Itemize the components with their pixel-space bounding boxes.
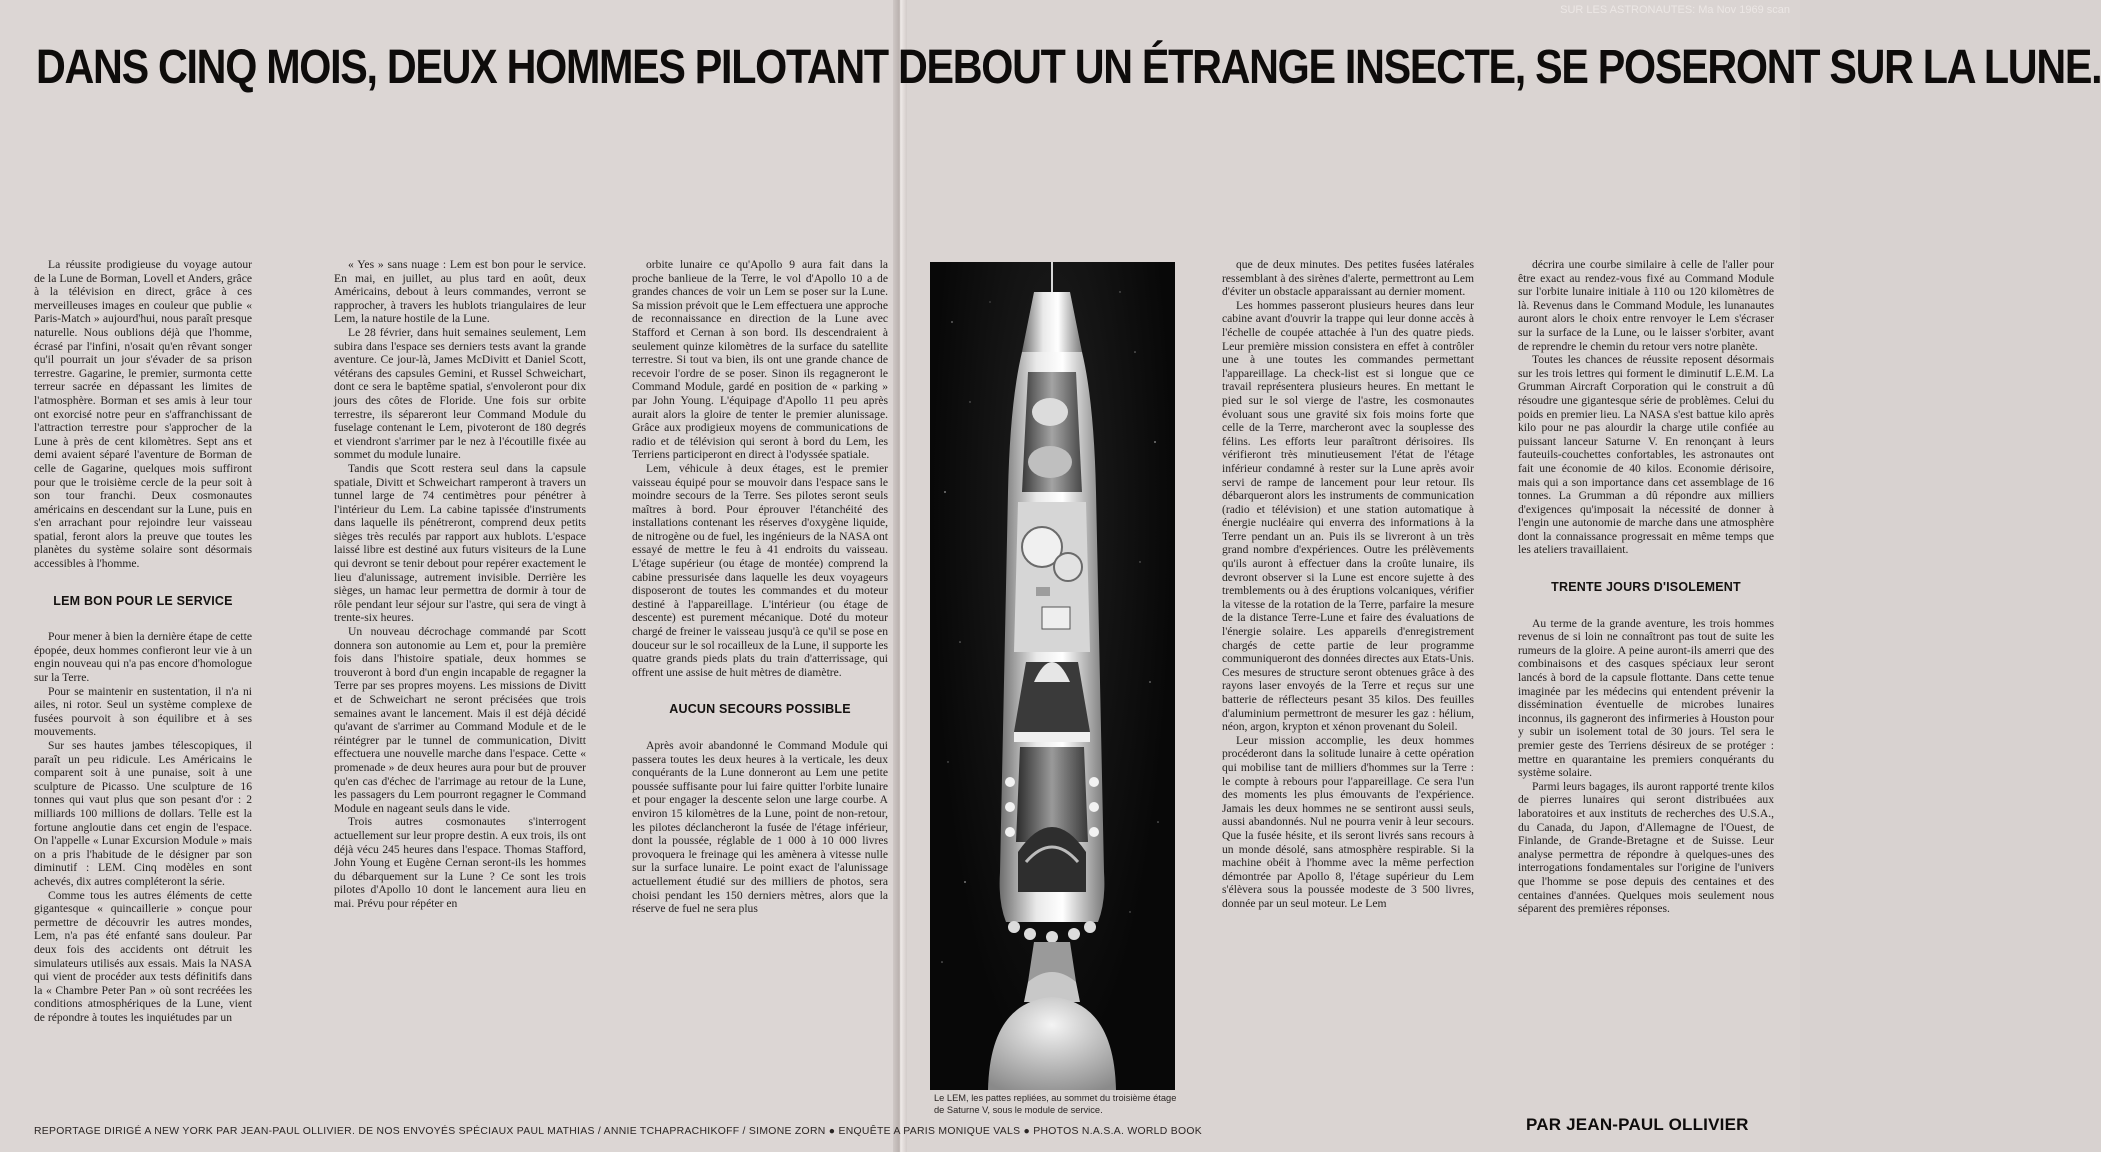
article-paragraph: Comme tous les autres éléments de cette gigantesque « quincaillerie » conçue pour permettre de découvrir les autres mondes, Lem, n'a pas été enfanté sans douleur. Par deux fois des accidents ont détruit les simulateurs utilisés aux essais. Mais la NASA qui vient de procéder aux tests définitifs dans la « Chambre Peter Pan » où sont recréées les conditions atmosphériques de la Lune, vient de répondre à toutes les inquiétudes par un bbox=[34, 888, 252, 1024]
lem-saturn-v-photo bbox=[930, 262, 1175, 1090]
article-column-1 bbox=[34, 258, 252, 1120]
scan-watermark: SUR LES ASTRONAUTES: Ma Nov 1969 scan bbox=[1560, 4, 1790, 16]
page-gutter bbox=[893, 0, 907, 1152]
photo-credits: REPORTAGE DIRIGÉ A NEW YORK PAR JEAN-PAUL OLLIVIER. DE NOS ENVOYÉS SPÉCIAUX PAUL MATHIAS / ANNIE TCHAPRACHIKOFF / SIMONE ZORN ● ENQUÊTE A PARIS MONIQUE VALS ● PHOTOS N.A.S.A. WORLD BOOK bbox=[34, 1126, 1202, 1137]
article-paragraph: que de deux minutes. Des petites fusées latérales ressemblant à des sirènes d'alerte, permettront au Lem d'éviter un obstacle apparaissant au dernier moment. bbox=[1222, 258, 1474, 299]
article-paragraph: Les hommes passeront plusieurs heures dans leur cabine avant d'ouvrir la trappe qui leur donne accès à l'échelle de coupée attachée à l'un des quatre pieds. Leur première mission consistera en effet à contrôler une à une toutes les commandes permettant l'appareillage. La check-list est si longue que ce travail représentera plusieurs heures. En mettant le pied sur le sol vierge de l'astre, les cosmonautes évoluant sous une gravité six fois moins forte que celle de la Terre, marcheront avec la souplesse des félins. Les efforts leur paraîtront dérisoires. Ils vérifieront très minutieusement l'état de l'étage inférieur condamné à rester sur la Lune après avoir servi de rampe de lancement pour leur retour. Ils débarqueront alors les instruments de communication (radio et télévision) et une station automatique à énergie nucléaire qui enverra des informations à la Terre pendant un an. Puis ils se livreront à un très grand nombre d'expériences. Outre les prélèvements qu'ils auront à effectuer dans la croûte lunaire, ils devront observer si la Lune est encore sujette à des tremblements ou à des éruptions volcaniques, vérifier la vitesse de la rotation de la Terre, parfaire la mesure de la distance Terre-Lune et faire des évaluations de l'énergie solaire. Les appareils d'enregistrement chargés de cette partie de leur programme communiqueront des données directes aux Etats-Unis. Ces mesures de structure seront obtenues grâce à des rayons laser envoyés de la Terre et reçus sur une batterie de réflecteurs pesant 35 kilos. Des feuilles d'aluminium permettront de mesurer les gaz : hélium, néon, argon, krypton et xénon provenant du Soleil. bbox=[1222, 298, 1474, 734]
article-paragraph: Au terme de la grande aventure, les trois hommes revenus de si loin ne connaîtront pas tout de suite les rumeurs de la gloire. A peine auront-ils amerri que des combinaisons et des casques spéciaux leur seront lancés à bord de la capsule flottante. Dans cette tenue imaginée par les médecins qui entendent prévenir la dissémination éventuelle de microbes lunaires inconnus, ils gagneront des infirmeries à Houston pour y subir un isolement total de 30 jours. Tel sera le premier geste des Terriens désireux de se protéger : mettre en quarantaine les premiers conquérants du système solaire. bbox=[1518, 616, 1774, 780]
article-column-4 bbox=[1222, 258, 1474, 1120]
article-headline: DANS CINQ MOIS, DEUX HOMMES PILOTANT DEBOUT UN ÉTRANGE INSECTE, SE POSERONT SUR LA LUNE. bbox=[36, 41, 2101, 94]
article-paragraph: Un nouveau décrochage commandé par Scott donnera son autonomie au Lem et, pour la première fois dans l'histoire spatiale, deux hommes se trouveront à bord d'un engin incapable de regagner la Terre par ses propres moyens. Les missions de Divitt et de Schweichart ne seront précisées que trois semaines avant le lancement. Mais il est déjà décidé qu'avant de s'arrimer au Command Module et de le réintégrer par le tunnel de communication, Divitt effectuera une nouvelle marche dans l'espace. Cette « promenade » de deux heures aura pour but de prouver qu'en cas d'échec de l'arrimage au retour de la Lune, les passagers du Lem pourront regagner le Command Module en nageant seuls dans le vide. bbox=[334, 625, 586, 815]
article-paragraph: Pour mener à bien la dernière étape de cette épopée, deux hommes confieront leur vie à un engin nouveau qui n'a pas encore d'homologue sur la Terre. bbox=[34, 630, 252, 685]
article-paragraph: « Yes » sans nuage : Lem est bon pour le service. En mai, en juillet, au plus tard en août, deux Américains, debout à leurs commandes, verront se rapprocher, à travers les hublots triangulaires de leur Lem, la nature hostile de la Lune. bbox=[334, 258, 586, 326]
author-byline: PAR JEAN-PAUL OLLIVIER bbox=[1526, 1115, 1749, 1134]
section-heading: TRENTE JOURS D'ISOLEMENT bbox=[1551, 580, 1741, 595]
article-column-3 bbox=[632, 258, 888, 1120]
section-heading: AUCUN SECOURS POSSIBLE bbox=[669, 702, 851, 717]
article-paragraph: Tandis que Scott restera seul dans la capsule spatiale, Divitt et Schweichart ramperont à travers un tunnel large de 74 centimètres pour pénétrer à l'intérieur du Lem. La cabine tapissée d'instruments dans laquelle ils pénétreront, comprend deux petits sièges très reculés par rapport aux hublots. L'espace laissé libre est destiné aux futurs visiteurs de la Lune qui devront se tenir debout pour repérer exactement le lieu d'alunissage, autrement invisible. Derrière les sièges, un hamac leur permettra de dormir à tour de rôle pendant leur séjour sur l'astre, qui sera de vingt à trente-six heures. bbox=[334, 461, 586, 625]
article-paragraph: Toutes les chances de réussite reposent désormais sur les trois lettres qui forment le diminutif L.E.M. La Grumman Aircraft Corporation qui le construit a dû résoudre une gigantesque série de problèmes. Celui du poids en premier lieu. La NASA s'est battue kilo après kilo pour ne pas alourdir la charge utile confiée au puissant lanceur Saturne V. En renonçant à leurs fauteuils-couchettes confortables, les astronautes ont fait une économie de 40 kilos. Economie dérisoire, mais qui a son importance dans cet assemblage de 16 tonnes. La Grumman a dû répondre aux milliers d'exigences qu'imposait la nécessité de donner à l'engin une autonomie de marche dans une atmosphère dont la connaissance progressait en même temps que les ateliers travaillaient. bbox=[1518, 353, 1774, 557]
article-paragraph: Lem, véhicule à deux étages, est le premier vaisseau équipé pour se mouvoir dans l'espace sans le moindre secours de la Terre. Ses pilotes seront seuls maîtres à bord. Pour éprouver l'étanchéité des installations contenant les réserves d'oxygène liquide, de nitrogène ou de fuel, les ingénieurs de la NASA ont essayé de mettre le feu à 41 endroits du vaisseau. L'étage supérieur (ou étage de montée) comprend la cabine pressurisée dans laquelle les deux voyageurs disposeront de toutes les commandes et du moteur destiné à l'appareillage. L'intérieur (ou étage de descente) est purement mécanique. Doté du moteur chargé de freiner le vaisseau jusqu'à ce qu'il se pose en douceur sur le sol rocailleux de la Lune, il supporte les quatre grands pieds plats du train d'atterrissage, qui offrent une assise de huit mètres de diamètre. bbox=[632, 461, 888, 679]
article-paragraph: Le 28 février, dans huit semaines seulement, Lem subira dans l'espace ses derniers tests avant la grande aventure. Ce jour-là, James McDivitt et Daniel Scott, vétérans des capsules Gemini, et Russel Schweichart, dont ce sera le baptême spatial, s'envoleront pour dix jours des côtes de Floride. Une fois sur orbite terrestre, ils sépareront leur Command Module du fuselage contenant le Lem, pivoteront de 180 degrés et viendront s'arrimer par le nez à l'écoutille fixée au sommet du module lunaire. bbox=[334, 325, 586, 462]
section-heading: LEM BON POUR LE SERVICE bbox=[53, 593, 233, 608]
article-paragraph: Parmi leurs bagages, ils auront rapporté trente kilos de pierres lunaires qui seront distribuées aux laboratoires et aux instituts de recherches des U.S.A., du Canada, du Japon, d'Allemagne de l'Ouest, de Finlande, de Grande-Bretagne et de Suisse. Leur analyse permettra de répondre à quelques-unes des interrogations fondamentales sur l'origine de l'univers que l'homme se pose depuis des centaines et des centaines d'années. Quelques mois seulement nous séparent des premières réponses. bbox=[1518, 779, 1774, 916]
article-paragraph: Pour se maintenir en sustentation, il n'a ni ailes, ni rotor. Seul un système complexe de fusées pourvoit à son équilibre et à ses mouvements. bbox=[34, 684, 252, 739]
article-column-5 bbox=[1518, 258, 1774, 1120]
article-paragraph: Sur ses hautes jambes télescopiques, il paraît un peu ridicule. Les Américains le comparent soit à une punaise, soit à une sculpture de Picasso. Une sculpture de 16 tonnes qui vaut plus que son pesant d'or : 2 milliards 100 millions de dollars. Telle est la fortune angloutie dans cet engin de l'espace. On l'appelle « Lunar Excursion Module » mais on a pris l'habitude de le désigner par son diminutif : LEM. Cinq modèles en sont achevés, dix autres compléteront la série. bbox=[34, 739, 252, 888]
article-paragraph: La réussite prodigieuse du voyage autour de la Lune de Borman, Lovell et Anders, grâce à la télévision en direct, grâce à ces merveilleuses images en couleur que publie « Paris-Match » aujourd'hui, nous paraît presque naturelle. Nous oublions déjà que l'homme, écrasé par l'infini, n'osait qu'en rêvant songer qu'il pourrait un jour s'évader de sa prison terrestre. Gagarine, le premier, surmonta cette terreur sacrée en dépassant les limites de l'atmosphère. Borman et ses amis à leur tour ont exorcisé notre peur en s'affranchissant de l'attraction terrestre pour s'approcher de la Lune à près de cent kilomètres. Sept ans et demi avaient séparé l'aventure de Borman de celle de Gagarine, quelques mois suffiront pour que le troisième cercle de la peur soit à son tour franchi. Deux cosmonautes américains en descendant sur la Lune, puis en s'en arrachant pour rejoindre leur vaisseau spatial, feront alors la preuve que toutes les planètes du système solaire sont désormais accessibles à l'homme. bbox=[34, 258, 252, 571]
article-paragraph: orbite lunaire ce qu'Apollo 9 aura fait dans la proche banlieue de la Terre, le vol d'Apollo 10 a de grandes chances de voir un Lem se poser sur la Lune. Sa mission prévoit que le Lem effectuera une approche de reconnaissance en direction de la Lune avec Stafford et Cernan à son bord. Ils descendraient à seulement quinze kilomètres de la surface du satellite terrestre. Si tout va bien, ils ont une grande chance de recevoir l'ordre de se poser. Sinon ils regagneront le Command Module, gardé en position de « parking » par John Young. L'équipage d'Apollo 11 peu après aurait alors la gloire de tenter le premier alunissage. Grâce aux prodigieux moyens de communications de radio et de télévision qui seront à bord du Lem, les Terriens participeront en direct à l'odyssée spatiale. bbox=[632, 258, 888, 462]
article-paragraph: décrira une courbe similaire à celle de l'aller pour être exact au rendez-vous fixé au Command Module sur l'orbite lunaire initiale à 110 ou 120 kilomètres de là. Revenus dans le Command Module, les lunanautes auront alors le choix entre renvoyer le Lem s'écraser sur la surface de la Lune, ou le laisser s'orbiter, avant de reprendre le chemin du retour vers notre planète. bbox=[1518, 258, 1774, 353]
article-column-2 bbox=[334, 258, 586, 1120]
article-paragraph: Trois autres cosmonautes s'interrogent actuellement sur leur propre destin. A eux trois, ils ont déjà vécu 245 heures dans l'espace. Thomas Stafford, John Young et Eugène Cernan seront-ils les hommes du débarquement sur la Lune ? Ce sont les trois pilotes d'Apollo 10 dont le lancement aura lieu en mai. Prévu pour répéter en bbox=[334, 815, 586, 910]
article-paragraph: Après avoir abandonné le Command Module qui passera toutes les deux heures à la verticale, les deux conquérants de la Lune donneront au Lem une petite poussée suffisante pour lui faire quitter l'orbite lunaire et pour engager la descente selon une large courbe. A environ 15 kilomètres de la Lune, point de non-retour, les pilotes déclancheront la fusée de l'étage inférieur, dont la poussée, réglable de 1 000 à 10 000 livres provoquera le freinage qui les amènera à vitesse nulle sur la surface lunaire. Le point exact de l'alunissage actuellement étudié sur des milliers de photos, sera choisi pendant les 150 derniers mètres, alors que la réserve de fuel ne sera plus bbox=[632, 739, 888, 916]
rocket-cutaway-illustration bbox=[930, 262, 1175, 1090]
photo-caption: Le LEM, les pattes repliées, au sommet du troisième étage de Saturne V, sous le module de service. bbox=[934, 1093, 1177, 1115]
article-paragraph: Leur mission accomplie, les deux hommes procéderont dans la solitude lunaire à cette opération qui mobilise tant de milliers d'hommes sur la Terre : le compte à rebours pour l'appareillage. Ce sera l'un des moments les plus émouvants de l'expérience. Jamais les deux hommes ne se sentiront aussi seuls, aussi abandonnés. Nul ne pourra venir à leur secours. Que la fusée hésite, et ils seront livrés sans recours à un monde désolé, sans atmosphère respirable. Si la machine obéit à l'homme avec la même perfection démontrée par Apollo 8, l'étage supérieur du Lem s'élèvera sous la poussée modeste de 3 500 livres, donnée par un seul moteur. Le Lem bbox=[1222, 733, 1474, 910]
